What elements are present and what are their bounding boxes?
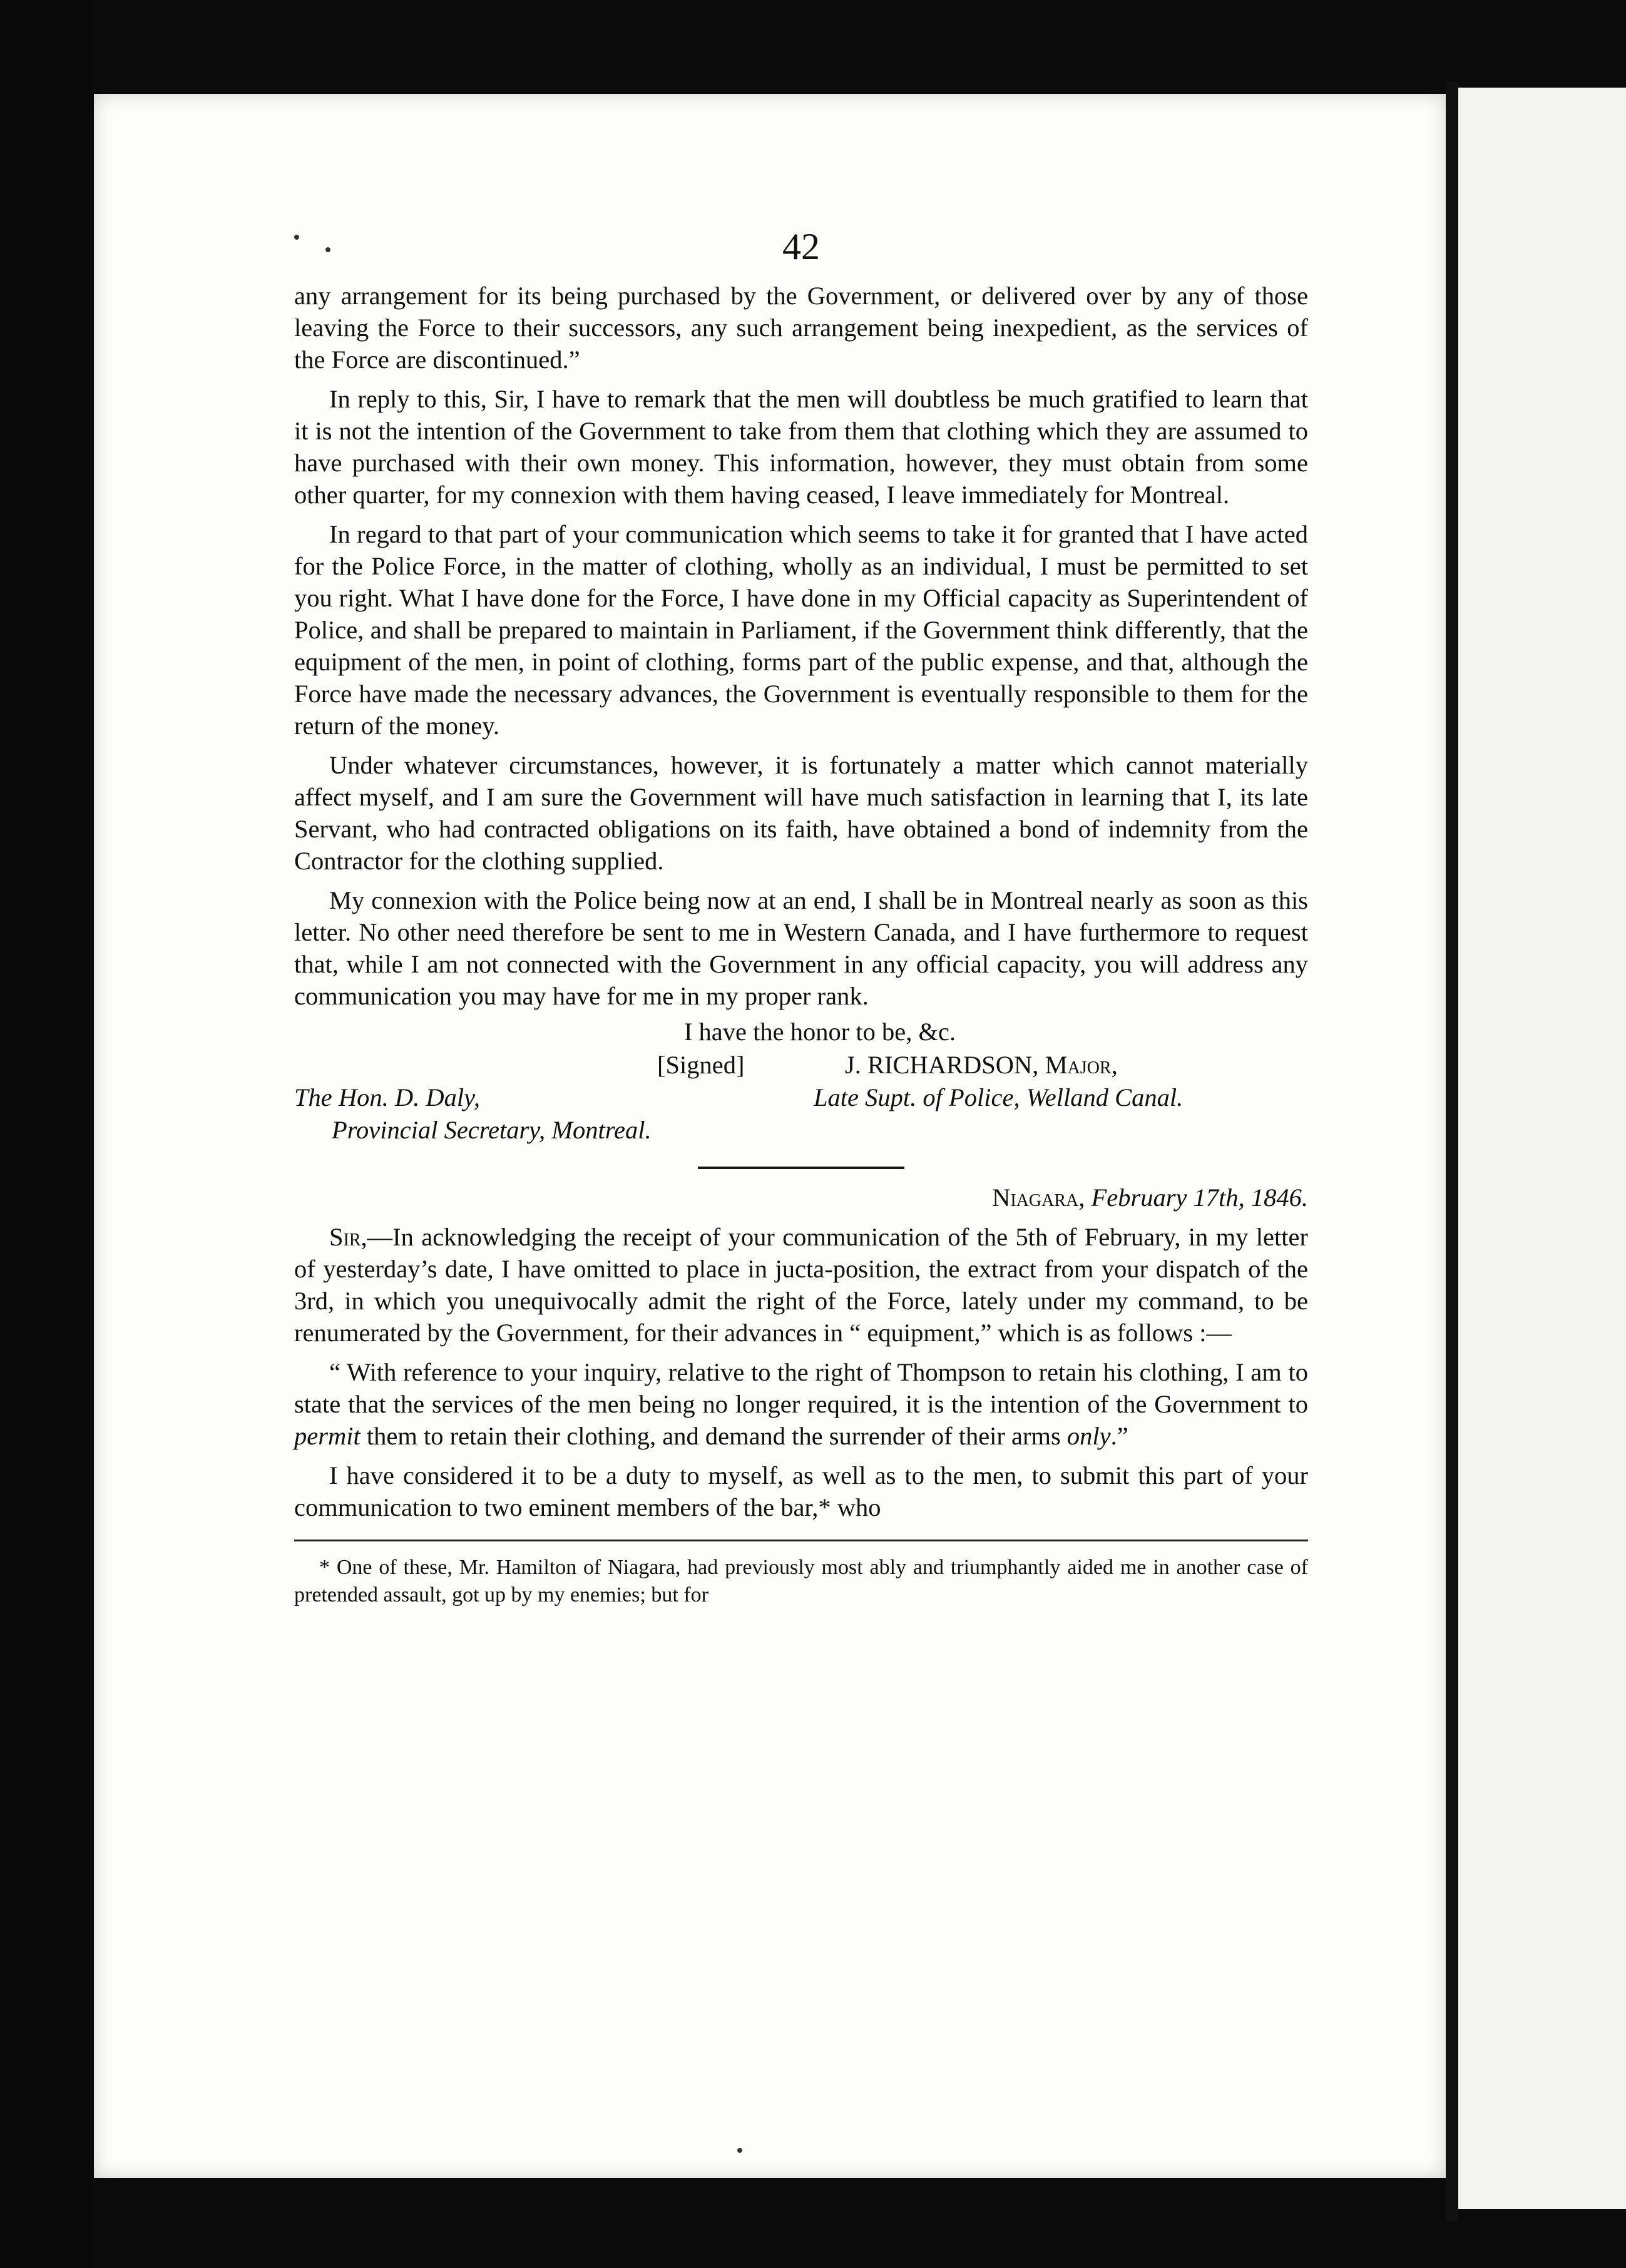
paragraph: In regard to that part of your communication which seems to take it for granted that I have acted for the Police Force, in the matter of clothing, wholly as an individual, I must be permitted to set you right. What I have done for the Force, I have done in my Official capacity as Superintendent of Police, and shall be prepared to maintain in Parliament, if the Government think differently, that the equipment of the men, in point of clothing, forms part of the public expense, and that, although the Force have made the necessary advances, the Government is eventually responsible to them for the return of the money. bbox=[294, 520, 1308, 740]
footnote-rule bbox=[294, 1540, 1308, 1541]
signature-block bbox=[294, 1049, 1308, 1149]
paragraph-continued: any arrangement for its being purchased by the Government, or delivered over by any of those leaving the Force to their successors, any such arrangement being inexpedient, as the services of the Force are discontinued.” bbox=[294, 282, 1308, 374]
quote-text: .” bbox=[1110, 1422, 1128, 1450]
quote-text: “ With reference to your inquiry, relative to the right of Thompson to retain his clothing, I am to state that the services of the men being no longer required, it is the intention of the Government to bbox=[294, 1358, 1308, 1418]
quote-text: them to retain their clothing, and demand the surrender of their arms bbox=[360, 1422, 1067, 1450]
paragraph: My connexion with the Police being now at an end, I shall be in Montreal nearly as soon as this letter. No other need therefore be sent to me in Western Canada, and I have furthermore to request that, while I am not connected with the Government in any official capacity, you will address any communication you may have for me in my proper rank. bbox=[294, 886, 1308, 1010]
salutation: Sir, bbox=[329, 1223, 367, 1251]
signatory-name bbox=[845, 1049, 1118, 1081]
dateline-place: Niagara, bbox=[992, 1183, 1085, 1212]
signatory-rank: Major, bbox=[1045, 1051, 1118, 1079]
dateline bbox=[294, 1182, 1308, 1213]
page-content bbox=[294, 225, 1308, 1609]
signed-mark: [Signed] bbox=[657, 1051, 745, 1079]
quoted-extract bbox=[294, 1356, 1308, 1452]
speck-mark bbox=[737, 2148, 742, 2153]
quote-emphasis: permit bbox=[294, 1422, 360, 1450]
page-number: 42 bbox=[782, 226, 820, 267]
paragraph: In reply to this, Sir, I have to remark that the men will doubtless be much gratified to learn that it is not the intention of the Government to take from them that clothing which they are assumed to have purchased with their own money. This information, however, they must obtain from some other quarter, for my connexion with them having ceased, I leave immediately for Montreal. bbox=[294, 385, 1308, 509]
adjacent-page-edge bbox=[1458, 88, 1626, 2209]
page-gutter bbox=[1446, 81, 1458, 2222]
footnote: * One of these, Mr. Hamilton of Niagara, had previously most ably and triumphantly aided me in another case of pretended assault, got up by my enemies; but for bbox=[294, 1556, 1308, 1606]
letter-closing: I have the honor to be, &c. bbox=[683, 1018, 956, 1046]
letter-opening bbox=[294, 1221, 1308, 1349]
quote-emphasis: only bbox=[1066, 1422, 1111, 1450]
dateline-date: February 17th, 1846. bbox=[1091, 1183, 1308, 1212]
signatory-title: Late Supt. of Police, Welland Canal. bbox=[814, 1083, 1184, 1111]
opening-text: —In acknowledging the receipt of your communication of the 5th of February, in my letter of yesterday’s date, I have omitted to place in jucta-position, the extract from your dispatch of the 3rd, in which you unequivocally admit the right of the Force, lately under my command, to be renumerated by the Government, for their advances in “ equipment,” which is as follows :— bbox=[294, 1223, 1308, 1347]
paragraph: I have considered it to be a duty to myself, as well as to the men, to submit this part of your communication to two eminent members of the bar,* who bbox=[294, 1461, 1308, 1521]
addressee-name: The Hon. D. Daly, bbox=[294, 1083, 480, 1111]
letter-divider bbox=[698, 1167, 904, 1169]
book-spine-shadow bbox=[0, 0, 94, 2268]
paragraph: Under whatever circumstances, however, it is fortunately a matter which cannot materially affect myself, and I am sure the Government will have much satisfaction in learning that I, its late Servant, who had contracted obligations on its faith, have obtained a bond of indemnity from the Contractor for the clothing supplied. bbox=[294, 751, 1308, 875]
signatory-name-text: J. RICHARDSON, bbox=[845, 1051, 1039, 1079]
addressee-title: Provincial Secretary, Montreal. bbox=[332, 1116, 652, 1144]
